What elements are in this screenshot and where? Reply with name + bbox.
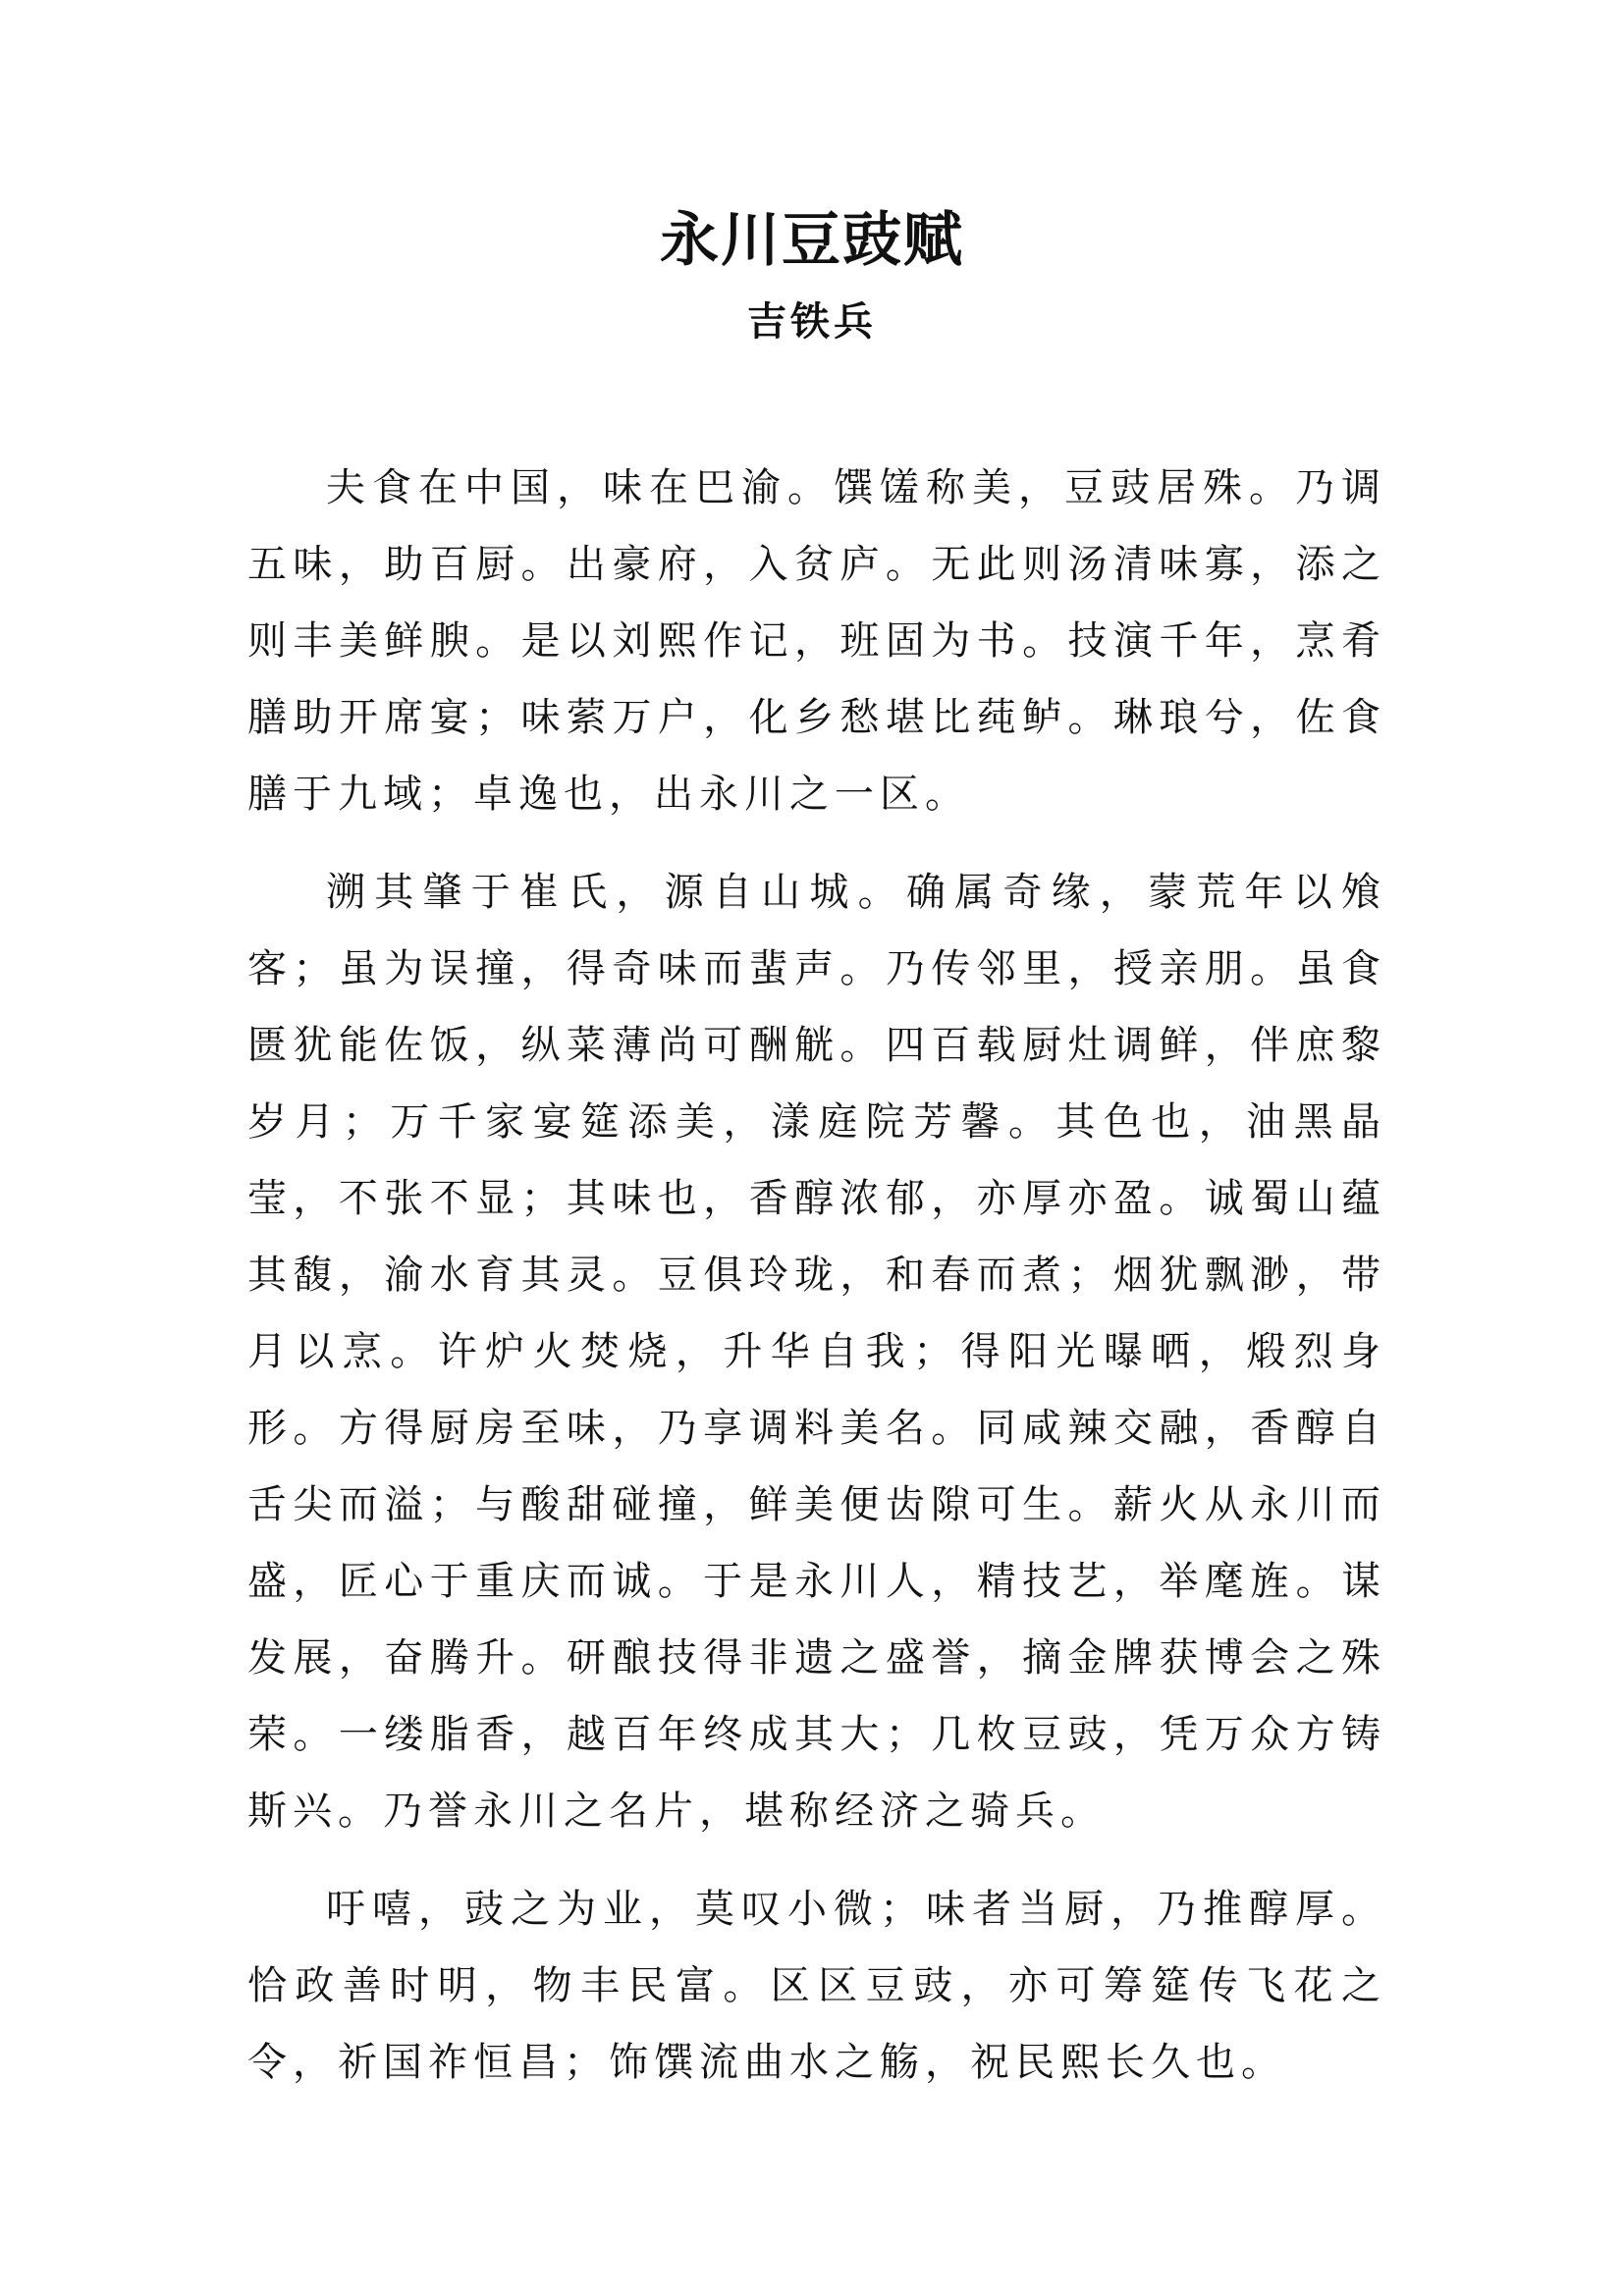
paragraph-1: 夫食在中国，味在巴渝。馔馐称美，豆豉居殊。乃调五味，助百厨。出豪府，入贫庐。无此则汤清味寡，添之则丰美鲜腴。是以刘熙作记，班固为书。技演千年，烹肴膳助开席宴；味萦万户，化乡愁堪比莼鲈。琳琅兮，佐食膳于九域；卓逸也，出永川之一区。	[247, 465, 1386, 817]
document-author: 吉铁兵	[747, 298, 877, 345]
document-title: 永川豆豉赋	[660, 206, 964, 275]
paragraph-3: 吁嘻，豉之为业，莫叹小微；味者当厨，乃推醇厚。恰政善时明，物丰民富。区区豆豉，亦可筹筵传飞花之令，祈国祚恒昌；饰馔流曲水之觞，祝民熙长久也。	[247, 1887, 1386, 2085]
document-body	[247, 450, 1386, 2101]
paragraph-2: 溯其肇于崔氏，源自山城。确属奇缘，蒙荒年以飧客；虽为误撞，得奇味而蜚声。乃传邻里，授亲朋。虽食匮犹能佐饭，纵菜薄尚可酬觥。四百载厨灶调鲜，伴庶黎岁月；万千家宴筵添美，漾庭院芳馨。其色也，油黑晶莹，不张不显；其味也，香醇浓郁，亦厚亦盈。诚蜀山蕴其馥，渝水育其灵。豆俱玲珑，和春而煮；烟犹飘渺，带月以烹。许炉火焚烧，升华自我；得阳光曝晒，煅烈身形。方得厨房至味，乃享调料美名。同咸辣交融，香醇自舌尖而溢；与酸甜碰撞，鲜美便齿隙可生。薪火从永川而盛，匠心于重庆而诚。于是永川人，精技艺，举麾旌。谋发展，奋腾升。研酿技得非遗之盛誉，摘金牌获博会之殊荣。一缕脂香，越百年终成其大；几枚豆豉，凭万众方铸斯兴。乃誉永川之名片，堪称经济之骑兵。	[247, 870, 1386, 1834]
